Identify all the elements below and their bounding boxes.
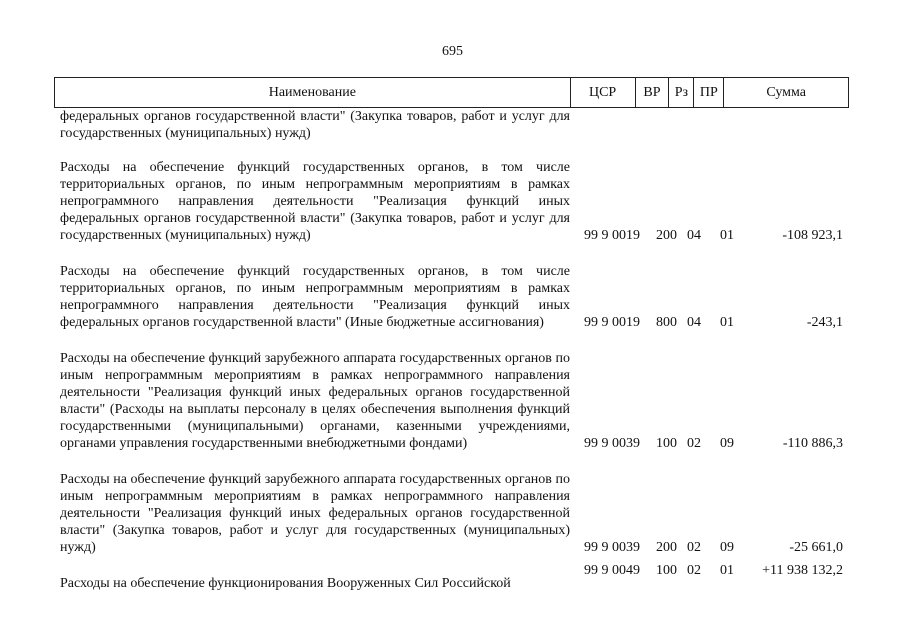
row-vr: 100	[656, 436, 677, 451]
header-rz: Рз	[669, 78, 694, 107]
row-rz: 02	[687, 540, 701, 555]
row-vr: 200	[656, 228, 677, 243]
row-pr: 09	[720, 540, 734, 555]
row-rz: 02	[687, 563, 701, 578]
header-sum: Сумма	[766, 84, 806, 100]
row-name: Расходы на обеспечение функций зарубежного аппарата государственных органов по иным непрограммным мероприятиям в рамках непрограммного направления деятельности "Реализация функций иных федеральных органов государственной власти" (Расходы на выплаты персоналу в целях обеспечения выполнения функций государственными (муниципальными) органами, казенными учреждениями, органами управления государственными внебюджетными фондами)	[60, 351, 570, 451]
header-csr: ЦСР	[571, 78, 636, 107]
row-vr: 200	[656, 540, 677, 555]
table-body	[60, 108, 849, 592]
row-rz: 02	[687, 436, 701, 451]
row-pr: 09	[720, 436, 734, 451]
row-csr: 99 9 0049	[584, 563, 640, 578]
page-number: 695	[442, 44, 463, 59]
table-row	[60, 563, 849, 592]
row-name: федеральных органов государственной власти" (Закупка товаров, работ и услуг для государственных (муниципальных) нужд)	[60, 109, 570, 141]
row-sum: -243,1	[806, 315, 843, 330]
row-csr: 99 9 0019	[584, 315, 640, 330]
row-name: Расходы на обеспечение функционирования Вооруженных Сил Российской	[60, 576, 511, 591]
row-csr: 99 9 0039	[584, 540, 640, 555]
row-rz: 04	[687, 315, 701, 330]
table-row	[60, 108, 849, 142]
header-name: Наименование	[55, 78, 571, 107]
row-pr: 01	[720, 228, 734, 243]
row-csr: 99 9 0039	[584, 436, 640, 451]
row-name: Расходы на обеспечение функций зарубежного аппарата государственных органов по иным непрограммным мероприятиям в рамках непрограммного направления деятельности "Реализация функций иных федеральных органов государственной власти" (Закупка товаров, работ и услуг для государственных (муниципальных) нужд)	[60, 472, 570, 555]
table-row	[60, 263, 849, 331]
row-name: Расходы на обеспечение функций государственных органов, в том числе территориальных органов, по иным непрограммным мероприятиям в рамках непрограммного направления деятельности "Реализация функций иных федеральных органов государственной власти" (Иные бюджетные ассигнования)	[60, 264, 570, 330]
table-row	[60, 471, 849, 556]
row-vr: 800	[656, 315, 677, 330]
row-pr: 01	[720, 563, 734, 578]
header-vr: ВР	[636, 78, 670, 107]
table-row	[60, 350, 849, 452]
row-sum: -110 886,3	[782, 436, 843, 451]
row-sum: +11 938 132,2	[762, 563, 843, 578]
row-vr: 100	[656, 563, 677, 578]
row-pr: 01	[720, 315, 734, 330]
row-name: Расходы на обеспечение функций государственных органов, в том числе территориальных органов, по иным непрограммным мероприятиям в рамках непрограммного направления деятельности "Реализация функций иных федеральных органов государственной власти" (Закупка товаров, работ и услуг для государственных (муниципальных) нужд)	[60, 160, 570, 243]
row-csr: 99 9 0019	[584, 228, 640, 243]
table-header	[54, 77, 849, 108]
header-pr: ПР	[694, 78, 724, 107]
row-rz: 04	[687, 228, 701, 243]
row-sum: -108 923,1	[782, 228, 843, 243]
table-row	[60, 159, 849, 244]
row-sum: -25 661,0	[789, 540, 843, 555]
